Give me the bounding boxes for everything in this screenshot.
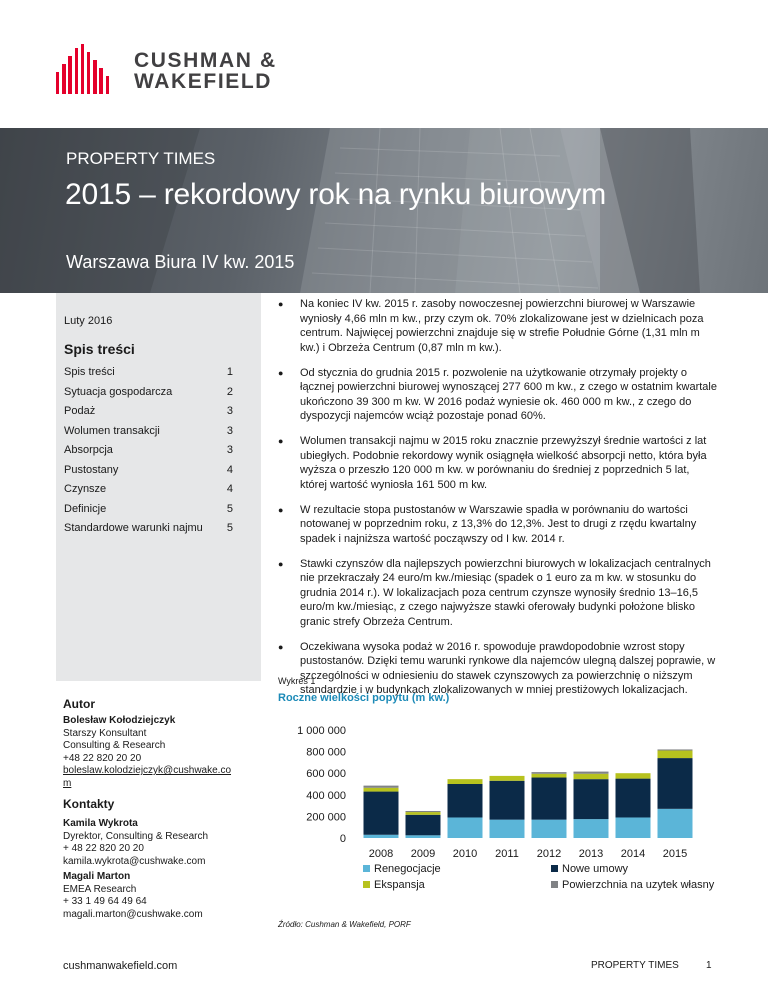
toc-item[interactable] — [64, 444, 252, 464]
toc-item[interactable] — [64, 425, 252, 445]
legend-swatch — [363, 865, 370, 872]
logo-bar — [99, 68, 102, 94]
bullet-dot-icon: ● — [278, 367, 284, 378]
toc-item-page: 3 — [226, 444, 233, 456]
legend-swatch — [551, 865, 558, 872]
logo-bar — [81, 44, 84, 94]
y-tick-label: 0 — [339, 833, 346, 845]
logo-bar — [106, 76, 109, 94]
bar-segment — [574, 779, 609, 819]
toc-item[interactable] — [64, 503, 252, 523]
toc-item-label: Spis treści — [64, 366, 115, 378]
footer-brand: PROPERTY TIMES — [591, 960, 679, 971]
bar-segment — [364, 792, 399, 835]
x-tick-label: 2012 — [536, 848, 562, 860]
author-email[interactable]: boleslaw.kolodziejczyk@cushwake.co m — [63, 765, 232, 789]
logo-bar — [62, 64, 65, 94]
contact-phone: + 48 22 820 20 20 — [63, 843, 144, 854]
cushman-wakefield-logo — [56, 44, 296, 94]
logo-bar — [93, 60, 96, 94]
toc-item[interactable] — [64, 366, 252, 386]
x-tick-label: 2013 — [578, 848, 604, 860]
contact-name: Magali Marton — [63, 871, 131, 882]
toc-item-page: 5 — [226, 522, 233, 534]
author-card — [63, 715, 263, 790]
bar-segment — [658, 751, 693, 759]
x-tick-label: 2011 — [495, 848, 519, 860]
toc-item-page: 5 — [226, 502, 233, 515]
key-point-text: Na koniec IV kw. 2015 r. zasoby nowoczesnej powierzchni biurowej w Warszawie wyniosły 4,66 mln m kw., przy czym ok. 70% zlokalizowane jest w dzielnicach poza centrum. Najwięcej powierzchni znajduje się w strefie Południe Górne (1,31 mln m kw.) i Obrzeża Centrum (0,87 mln m kw.). — [300, 298, 704, 354]
x-tick-label: 2014 — [620, 848, 646, 860]
publication-name: PROPERTY TIMES — [66, 149, 216, 168]
table-of-contents — [64, 366, 252, 542]
figure-label: Wykres 1 — [278, 676, 316, 686]
contact-phone: + 33 1 49 64 49 64 — [63, 896, 147, 907]
logo-line-2: WAKEFIELD — [134, 70, 273, 93]
bar-segment — [532, 774, 567, 778]
toc-item-label: Wolumen transakcji — [64, 424, 160, 437]
footer-url[interactable]: cushmanwakefield.com — [63, 960, 178, 972]
report-title: 2015 – rekordowy rok na rynku biurowym — [65, 178, 606, 211]
author-phone: +48 22 820 20 20 — [63, 752, 142, 764]
bar-segment — [448, 784, 483, 817]
toc-item[interactable] — [64, 464, 252, 484]
bar-segment — [364, 835, 399, 838]
bar-segment — [532, 772, 567, 774]
key-point — [278, 557, 718, 630]
contact-name: Kamila Wykrota — [63, 818, 138, 829]
toc-item-page: 3 — [226, 405, 233, 417]
toc-item-page: 4 — [226, 463, 233, 476]
x-tick-label: 2010 — [452, 848, 478, 860]
key-point — [278, 366, 718, 424]
bar-segment — [532, 778, 567, 820]
bar-segment — [574, 819, 609, 838]
author-dept: Consulting & Research — [63, 740, 166, 751]
key-point — [278, 434, 718, 492]
logo-bar — [87, 52, 90, 94]
author-name: Bolesław Kołodziejczyk — [63, 715, 176, 726]
bar-segment — [616, 779, 651, 818]
toc-item-label: Definicje — [64, 502, 107, 515]
x-tick-label: 2009 — [410, 848, 436, 860]
toc-item-label: Czynsze — [64, 483, 107, 495]
key-point-text: Wolumen transakcji najmu w 2015 roku znacznie przewyższył średnie wartości z lat ubiegłych. Podobnie rekordowy wynik osiągnęła wielkość absorpcji netto, która była wyższa o przeszło 120 000 m kw. w porównaniu do średniej z poprzednich 5 lat, której wartość wyniosła 161 500 m kw. — [300, 435, 707, 491]
hero-banner — [0, 128, 768, 293]
bullet-dot-icon: ● — [278, 558, 284, 569]
chart-source: Źródło: Cushman & Wakefield, PORF — [278, 920, 411, 929]
y-tick-label: 800 000 — [306, 746, 346, 759]
logo-bar — [68, 56, 71, 94]
legend-label: Powierzchnia na uzytek własny — [562, 879, 715, 891]
bar-segment — [574, 774, 609, 779]
key-point — [278, 640, 718, 698]
bar-segment — [616, 773, 651, 778]
bar-segment — [658, 749, 693, 750]
key-point — [278, 297, 718, 355]
report-subtitle: Warszawa Biura IV kw. 2015 — [66, 252, 295, 272]
toc-item-page: 2 — [226, 385, 233, 398]
y-tick-label: 400 000 — [306, 789, 346, 802]
legend-label: Renegocjacje — [374, 863, 441, 875]
bar-segment — [448, 779, 483, 784]
logo-bar — [75, 48, 78, 94]
bar-segment — [658, 758, 693, 809]
bar-segment — [532, 820, 567, 838]
toc-item-label: Sytuacja gospodarcza — [64, 385, 173, 398]
legend-swatch — [363, 881, 370, 888]
toc-item-label: Podaż — [64, 405, 96, 417]
toc-item-page: 3 — [226, 424, 233, 437]
logo-wordmark — [134, 50, 277, 92]
toc-item[interactable] — [64, 483, 252, 503]
bullet-dot-icon: ● — [278, 641, 284, 652]
contact-email[interactable]: kamila.wykrota@cushwake.com — [63, 855, 206, 867]
contact-email[interactable]: magali.marton@cushwake.com — [63, 908, 203, 920]
bar-segment — [490, 776, 525, 781]
demand-chart — [278, 712, 718, 912]
key-point-text: Stawki czynszów dla najlepszych powierzchni biurowych w lokalizacjach centralnych nie przekraczały 24 euro/m kw./miesiąc (spadek o 1 euro za m kw. w stosunku do grudnia 2014 r.). W lokalizacjach poza centrum czynsze wynosiły średnio 13–16,5 euro/m kw./miesiąc, z czego najwyższe stawki oferowały budynki położone blisko granic strefy Obrzeża Centrum. — [300, 557, 711, 628]
toc-item[interactable] — [64, 522, 252, 542]
sidebar-panel — [56, 293, 261, 681]
bar-segment — [406, 835, 441, 838]
report-date: Luty 2016 — [64, 315, 113, 327]
bar-segment — [406, 815, 441, 836]
key-point-text: Od stycznia do grudnia 2015 r. pozwolenie na użytkowanie otrzymały projekty o łącznej powierzchni biurowej wynoszącej 277 600 m kw., z czego w ostatnim kwartale ukończono 39 300 m kw. W 2016 podaż wyniesie ok. 460 000 m kw., z czego do dyspozycji najemców wciąż pozostaje ponad 60%. — [300, 366, 717, 422]
bullet-dot-icon: ● — [278, 299, 284, 309]
logo-line-1: CUSHMAN & — [134, 49, 277, 72]
key-point — [278, 503, 718, 547]
toc-item-label: Absorpcja — [64, 444, 113, 456]
legend-swatch — [551, 881, 558, 888]
x-tick-label: 2008 — [368, 848, 394, 860]
logo-bars-icon — [56, 44, 112, 94]
toc-item[interactable] — [64, 386, 252, 406]
bar-segment — [616, 817, 651, 838]
bar-segment — [364, 786, 399, 788]
toc-heading: Spis treści — [64, 341, 135, 357]
contacts-heading: Kontakty — [63, 797, 115, 811]
legend-label: Ekspansja — [374, 879, 425, 891]
logo-bar — [56, 72, 59, 94]
contact-card — [63, 871, 263, 921]
bar-segment — [448, 817, 483, 838]
x-tick-label: 2015 — [662, 848, 688, 860]
contact-role: Dyrektor, Consulting & Research — [63, 830, 209, 842]
toc-item-label: Pustostany — [64, 463, 119, 476]
author-role: Starszy Konsultant — [63, 727, 147, 739]
bar-segment — [658, 809, 693, 838]
y-tick-label: 600 000 — [306, 768, 346, 781]
bar-segment — [574, 772, 609, 774]
bar-segment — [406, 812, 441, 815]
toc-item-page: 4 — [226, 483, 233, 495]
y-tick-label: 200 000 — [306, 811, 346, 824]
bullet-dot-icon: ● — [278, 436, 284, 446]
key-point-text: W rezultacie stopa pustostanów w Warszawie spadła w porównaniu do wartości notowanej w poprzednim roku, z 13,3% do 12,3%. Jest to drugi z rzędu kwartalny spadek i najniższa wartość począwszy od I kw. 2014 r. — [300, 503, 697, 545]
key-point-text: Oczekiwana wysoka podaż w 2016 r. spowoduje prawdopodobnie wzrost stopy pustostanów. Dzięki temu warunki rynkowe dla najemców ulegną dalszej poprawie, w szczególności w odniesieniu do stawek czynszowych za powierzchnię o niższym standardzie i w budynkach zlokalizowanych w mniej prestiżowych lokalizacjach. — [300, 640, 716, 696]
contact-card — [63, 818, 263, 868]
toc-item[interactable] — [64, 405, 252, 425]
legend-label: Nowe umowy — [562, 863, 629, 875]
page-number: 1 — [706, 960, 712, 971]
bullet-dot-icon: ● — [278, 504, 284, 515]
y-tick-label: 1 000 000 — [297, 725, 346, 737]
author-heading: Autor — [63, 697, 95, 711]
bar-segment — [490, 781, 525, 820]
chart-title: Roczne wielkości popytu (m kw.) — [278, 692, 450, 704]
toc-item-label: Standardowe warunki najmu — [64, 522, 203, 534]
contact-role: EMEA Research — [63, 883, 137, 895]
key-points-list — [278, 297, 718, 708]
bar-segment — [364, 788, 399, 792]
bar-segment — [406, 811, 441, 812]
bar-segment — [490, 820, 525, 838]
toc-item-page: 1 — [226, 366, 233, 378]
